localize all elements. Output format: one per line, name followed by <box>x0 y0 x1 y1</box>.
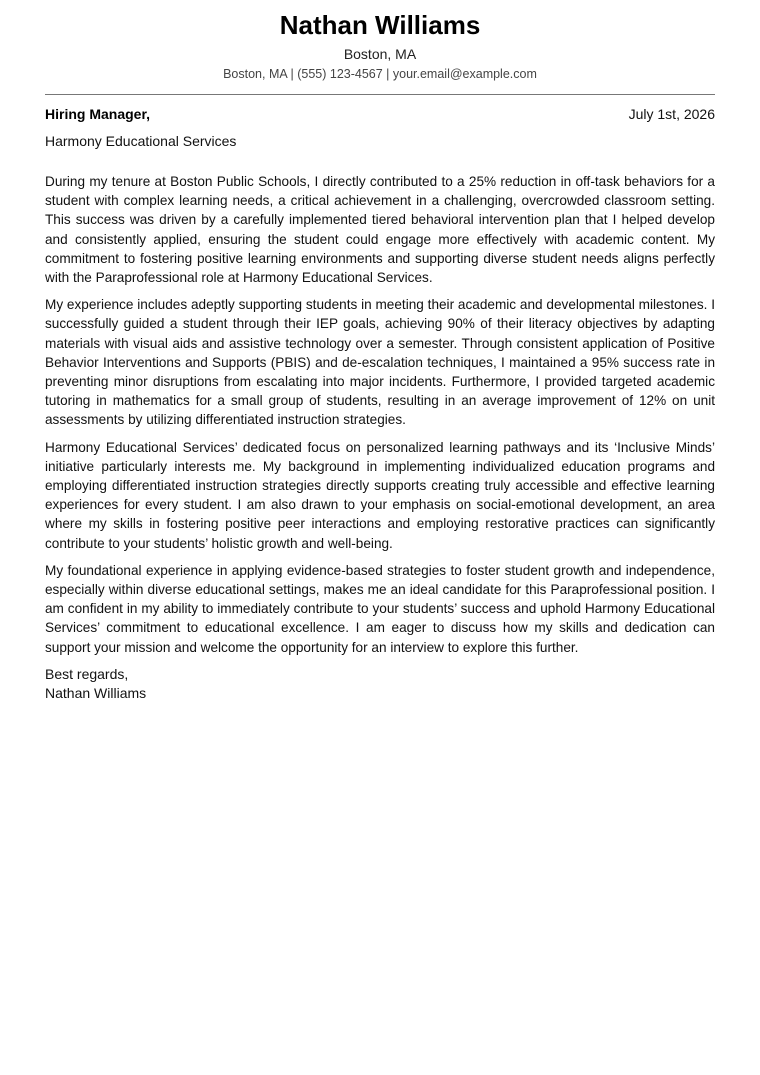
applicant-location: Boston, MA <box>343 46 417 62</box>
letter-date: July 1st, 2026 <box>628 106 715 122</box>
recipient-date-row <box>45 105 715 123</box>
header-divider <box>45 94 715 95</box>
signature-name: Nathan Williams <box>45 684 147 701</box>
recipient-company: Harmony Educational Services <box>45 133 237 149</box>
recipient-salutation: Hiring Manager, <box>45 106 151 122</box>
body-paragraph-3: Harmony Educational Services’ dedicated focus on personalized learning pathways and its ‘Inclusive Minds’ initiative particularly interests me. My background in implementing individualized education programs and employing differentiated instruction strategies directly supports creating truly accessible and effective learning experiences for every student. I am also drawn to your emphasis on social-emotional development, an area where my skills in fostering positive peer interactions and employing restorative practices can significantly contribute to your students’ holistic growth and well-being. <box>45 439 715 551</box>
body-paragraph-1: During my tenure at Boston Public Schools, I directly contributed to a 25% reduction in off-task behaviors for a student with complex learning needs, a critical achievement in a challenging, overcrowded classroom setting. This success was driven by a carefully implemented tiered behavioral intervention plan that I helped develop and consistently applied, ensuring the student could engage more effectively with academic content. My commitment to fostering positive learning environments and supporting diverse student needs aligns perfectly with the Paraprofessional role at Harmony Educational Services. <box>45 174 715 286</box>
applicant-contact-line: Boston, MA | (555) 123-4567 | your.email@example.com <box>223 67 537 81</box>
letter-body <box>45 172 715 657</box>
applicant-name: Nathan Williams <box>279 10 481 40</box>
letter-closing <box>45 665 715 703</box>
closing-phrase: Best regards, <box>45 665 129 682</box>
body-paragraph-2: My experience includes adeptly supporting students in meeting their academic and developmental milestones. I successfully guided a student through their IEP goals, achieving 90% of their literacy objectives by adapting materials with visual aids and assistive technology over a semester. Through consistent application of Positive Behavior Interventions and Supports (PBIS) and de-escalation techniques, I maintained a 95% success rate in preventing minor disruptions from escalating into major incidents. Furthermore, I provided targeted academic tutoring in mathematics for a small group of students, resulting in an average improvement of 12% on unit assessments by utilizing differentiated instruction strategies. <box>45 297 715 428</box>
letter-header <box>45 0 715 82</box>
body-paragraph-4: My foundational experience in applying evidence-based strategies to foster student growth and independence, especially within diverse educational settings, makes me an ideal candidate for this Paraprofessional position. I am confident in my ability to immediately contribute to your students’ success and uphold Harmony Educational Services’ commitment to educational excellence. I am eager to discuss how my skills and dedication can support your mission and welcome the opportunity for an interview to explore this further. <box>45 562 715 655</box>
